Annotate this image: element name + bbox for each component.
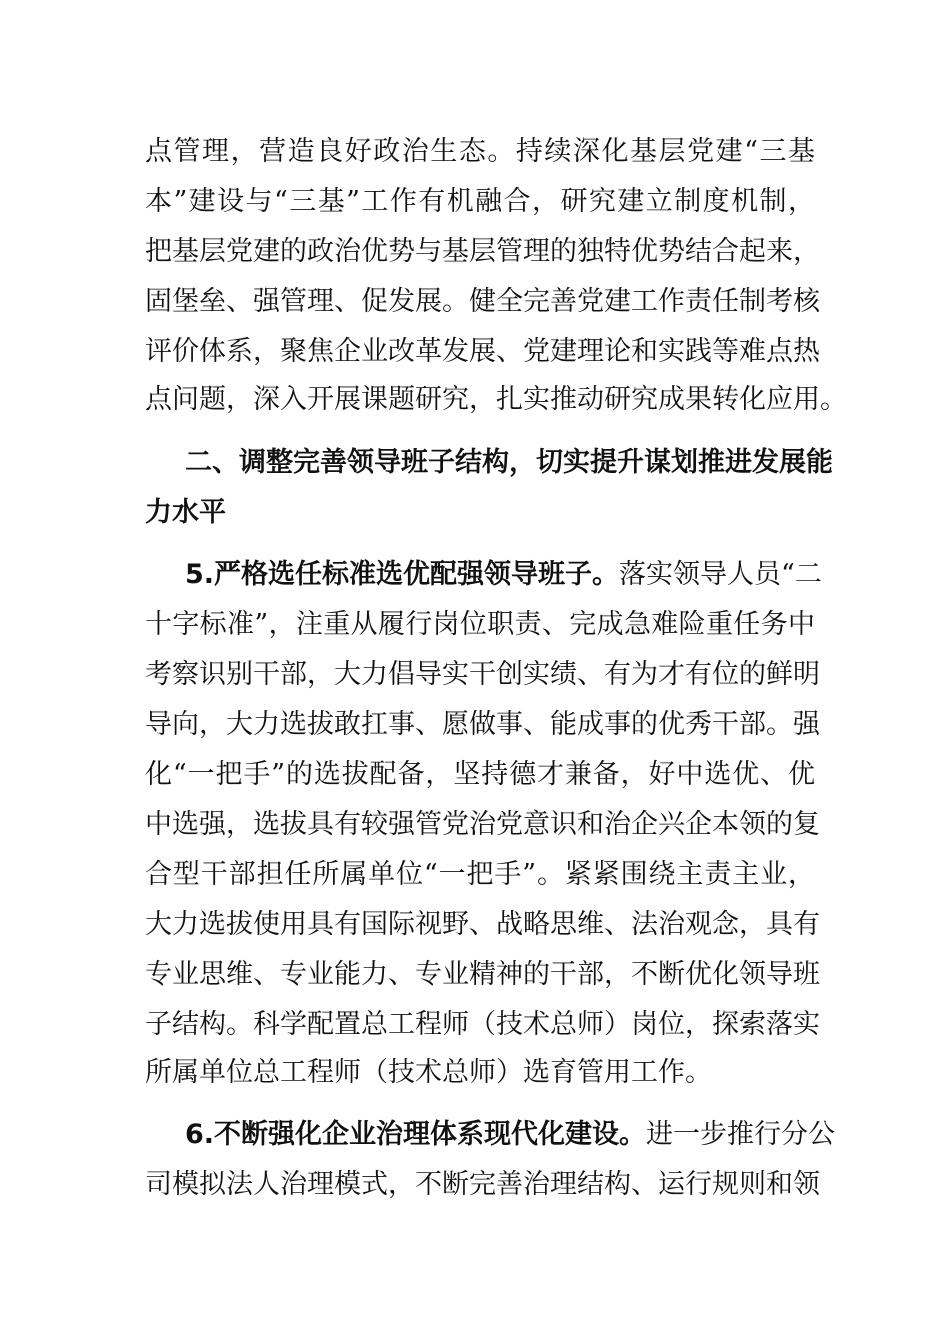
item-6-title: 6.不断强化企业治理体系现代化建设。	[185, 1119, 647, 1150]
paragraph-line: 固堡垒、强管理、促发展。健全完善党建工作责任制考核	[145, 286, 820, 317]
paragraph-line: 所属单位总工程师（技术总师）选育管用工作。	[145, 1057, 712, 1088]
paragraph-line: 十字标准”，注重从履行岗位职责、完成急难险重任务中	[145, 609, 815, 640]
paragraph-line: 本”建设与“三基”工作有机融合，研究建立制度机制，	[145, 186, 815, 217]
paragraph-line: 把基层党建的政治优势与基层管理的独特优势结合起来，	[145, 236, 820, 267]
paragraph-line: 子结构。科学配置总工程师（技术总师）岗位，探索落实	[145, 1009, 820, 1040]
paragraph-line: 点管理，营造良好政治生态。持续深化基层党建“三基	[145, 136, 815, 167]
paragraph-line: 化“一把手”的选拔配备，坚持德才兼备，好中选优、优	[145, 759, 815, 790]
paragraph-line: 导向，大力选拔敢扛事、愿做事、能成事的优秀干部。强	[145, 709, 820, 740]
item-5-text: 落实领导人员“二	[619, 559, 822, 590]
paragraph-line: 合型干部担任所属单位“一把手”。紧紧围绕主责主业，	[145, 859, 815, 890]
item-5-title: 5.严格选任标准选优配强领导班子。	[185, 559, 620, 590]
paragraph-line: 点问题，深入开展课题研究，扎实推动研究成果转化应用。	[145, 384, 847, 415]
paragraph-line: 考察识别干部，大力倡导实干创实绩、有为才有位的鲜明	[145, 659, 820, 690]
item-6-text: 进一步推行分公	[646, 1119, 836, 1150]
paragraph-line: 大力选拔使用具有国际视野、战略思维、法治观念，具有	[145, 909, 820, 940]
paragraph-line: 司模拟法人治理模式，不断完善治理结构、运行规则和领	[145, 1169, 820, 1200]
item-6-first-line	[185, 1115, 836, 1155]
paragraph-line: 评价体系，聚焦企业改革发展、党建理论和实践等难点热	[145, 336, 820, 367]
section-heading: 力水平	[145, 497, 226, 528]
section-heading: 二、调整完善领导班子结构，切实提升谋划推进发展能	[185, 447, 833, 478]
paragraph-line: 中选强，选拔具有较强管党治党意识和治企兴企本领的复	[145, 809, 820, 840]
item-5-first-line	[185, 555, 822, 595]
paragraph-line: 专业思维、专业能力、专业精神的干部，不断优化领导班	[145, 959, 820, 990]
